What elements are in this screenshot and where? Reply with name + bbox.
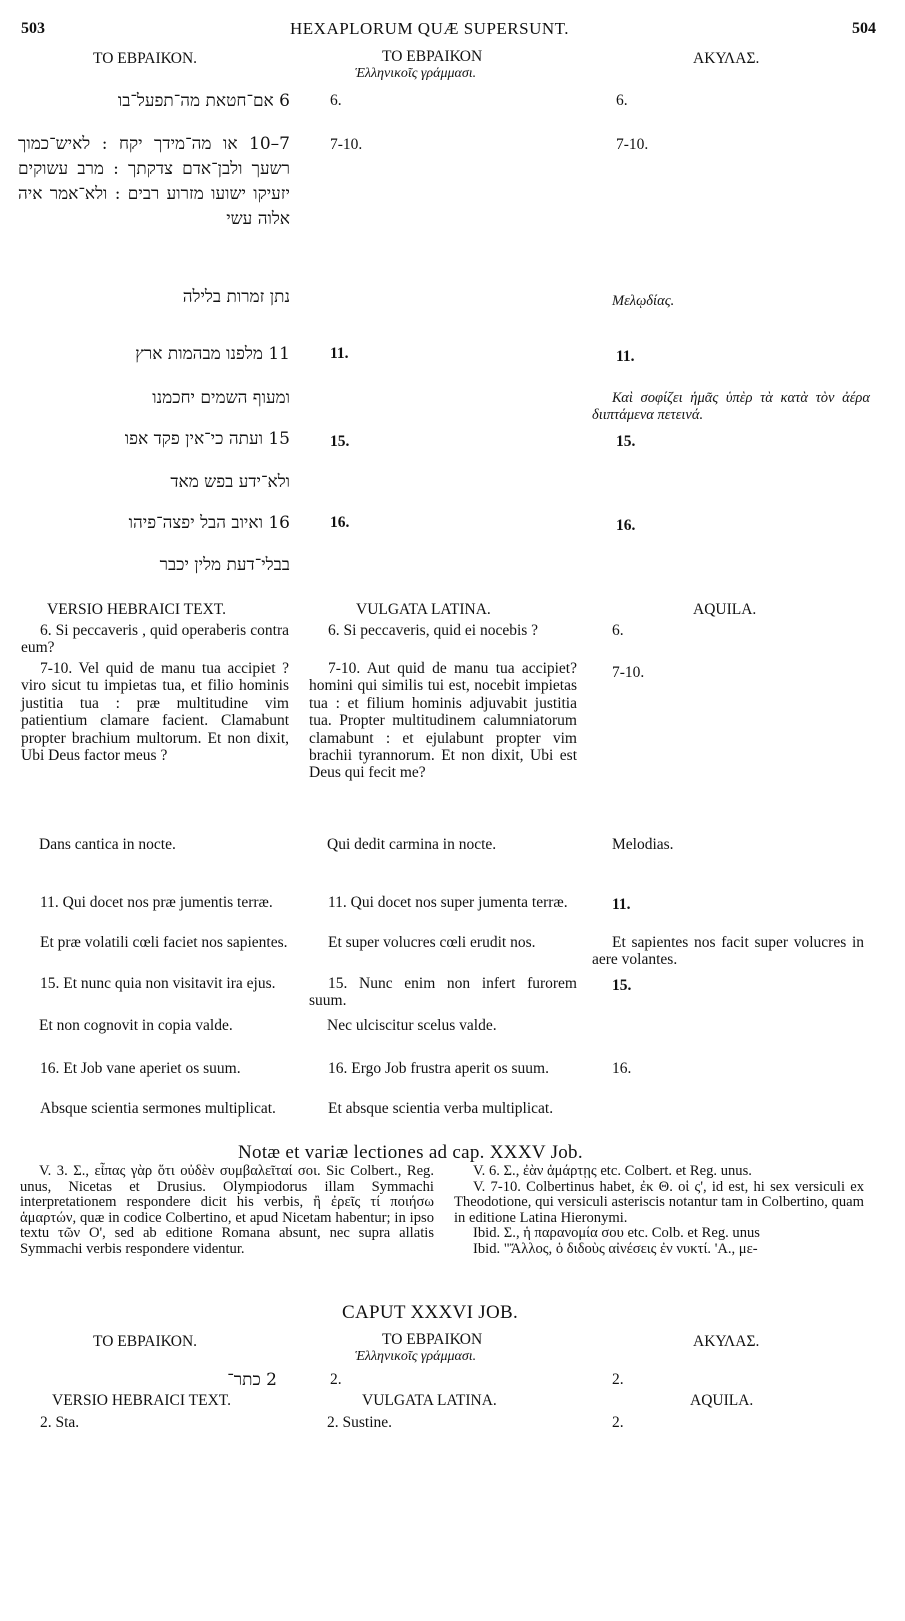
aquila-sapientes: Et sapientes nos facit super volucres in aere volantes.: [592, 934, 864, 969]
hebrew-verse-6: 6 אם־חטאת מה־תפעל־בו: [117, 91, 290, 111]
vulgata-volucres-coeli: Et super volucres cœli erudit nos.: [328, 934, 536, 951]
translit-verse-11: 11.: [330, 345, 349, 362]
vulgata-verse-6: 6. Si peccaveris, quid ei nocebis ?: [328, 622, 539, 639]
aquila-latin-verse-11: 11.: [612, 896, 631, 913]
page-number-left: 503: [21, 20, 45, 37]
versio-verse-11: 11. Qui docet nos præ jumentis terræ.: [40, 894, 273, 911]
versio-verse-7-10: 7-10. Vel quid de manu tua accipiet ? viro sicut tu impietas tua, et filio hominis justitia tua : præ multitudine vim patientium clamare facient. Clamabunt propter brachium multorum. Et non dixit, Ubi Deus factor meus ?: [21, 660, 289, 765]
translit-verse-6: 6.: [330, 92, 342, 109]
versio-volatili-coeli: Et præ volatili cœli faciet nos sapientes.: [40, 934, 288, 951]
vulgata-absque-scientia: Et absque scientia verba multiplicat.: [328, 1100, 554, 1117]
col-head-transliterated-subtitle: Ἑλληνικοῖς γράμμασι.: [355, 66, 477, 81]
versio-non-cognovit: Et non cognovit in copia valde.: [39, 1017, 233, 1034]
caput-versio-verse-2: 2. Sta.: [40, 1414, 80, 1431]
col-head-vulgata: VULGATA LATINA.: [356, 601, 491, 618]
note-v7-10: V. 7-10. Colbertinus habet, ἐκ Θ. οἱ ς', id est, hi sex versiculi ex Theodotione, qui versiculi asteriscis notantur tam in Colbertino, quam in editione Latina Hieronymi.: [454, 1178, 864, 1226]
note-v6: V. 6. Σ., ἐὰν ἁμάρτῃς etc. Colbert. et Reg. unus.: [473, 1163, 752, 1179]
aquila-verse-6: 6.: [616, 92, 628, 109]
hebrew-verse-15: 15 ועתה כי־אין פקד אפו: [124, 429, 290, 449]
aquila-melodias-latin: Melodias.: [612, 836, 674, 853]
caput-col-head-aquila-greek: ΑΚΥΛΑΣ.: [693, 1333, 760, 1350]
vulgata-ulciscitur: Nec ulciscitur scelus valde.: [327, 1017, 497, 1034]
versio-verse-16: 16. Et Job vane aperiet os suum.: [40, 1060, 241, 1077]
caput-hebrew-verse-2: 2 כתר־: [227, 1370, 277, 1390]
col-head-hebrew: ΤΟ ΕΒΡΑΙΚΟΝ.: [93, 50, 198, 67]
vulgata-dedit-carmina: Qui dedit carmina in nocte.: [327, 836, 497, 853]
aquila-latin-verse-7-10: 7-10.: [612, 664, 645, 681]
hebrew-songs-in-night: נתן זמרות בלילה: [182, 287, 290, 307]
notes-title: Notæ et variæ lectiones ad cap. XXXV Job.: [238, 1142, 583, 1163]
notes-right-column: [454, 1164, 864, 1258]
vulgata-verse-11: 11. Qui docet nos super jumenta terræ.: [328, 894, 568, 911]
col-head-versio-hebraici: VERSIO HEBRAICI TEXT.: [47, 601, 226, 618]
versio-verse-15: 15. Et nunc quia non visitavit ira ejus.: [40, 975, 276, 992]
aquila-greek-wisdom: Καὶ σοφίζει ἡμᾶς ὑπὲρ τὰ κατὰ τὸν ἀέρα διιπτάμενα πετεινά.: [592, 390, 870, 423]
running-title: HEXAPLORUM QUÆ SUPERSUNT.: [290, 19, 570, 38]
aquila-verse-11: 11.: [616, 348, 635, 365]
translit-verse-7-10: 7-10.: [330, 136, 363, 153]
vulgata-verse-7-10: 7-10. Aut quid de manu tua accipiet? homini qui similis tui est, nocebit impietas tua : et filium hominis adjuvabit justitia tua. Propter multitudinem calumniatorum clamabunt : et ejulabunt propter vim brachii tyrannorum. Et non dixit, Ubi est Deus qui fecit me?: [309, 660, 577, 782]
notes-left-column: V. 3. Σ., εἶπας γὰρ ὅτι οὐδὲν συμβαλεῖταί σοι. Sic Colbert., Reg. unus, Nicetas et Drusius. Olympiodorus illam Symmachi interpretationem respondere dicit his verbis, ἢ ἐρεῖς τί ποιήσω ἁμαρτών, quæ in codice Colbertino, et apud Nicetam habentur; in ipso textu τῶν Ο', sed ab editione Romana absunt, nec supra allatis Symmachi verbis respondere videntur.: [20, 1163, 434, 1257]
caput-vulgata-verse-2: 2. Sustine.: [327, 1414, 393, 1431]
vulgata-verse-16: 16. Ergo Job frustra aperit os suum.: [328, 1060, 549, 1077]
hebrew-verse-16: 16 ואיוב הבל יפצה־פיהו: [128, 513, 290, 533]
hebrew-verse-7-10: 7–10 או מה־מידך יקח : לאיש־כמוך רשעך ולבן־אדם צדקתך : מרב עשוקים יזעיקו ישועו מזרוע רבים : ולא־אמר איה אלוה עשי: [18, 134, 290, 229]
col-head-transliterated: ΤΟ ΕΒΡΑΙΚΟΝ: [382, 48, 483, 65]
hebrew-not-know: ולא־ידע בפש מאד: [170, 472, 290, 492]
note-ibid-allos: Ibid. "Ἄλλος, ὁ διδοὺς αἰνέσεις ἐν νυκτί. 'Α., με-: [473, 1240, 758, 1257]
hebrew-verse-11: 11 מלפנו מבהמות ארץ: [135, 344, 290, 364]
col-head-aquila-latin: AQUILA.: [693, 601, 757, 618]
translit-verse-16: 16.: [330, 514, 350, 531]
versio-absque-scientia: Absque scientia sermones multiplicat.: [40, 1100, 276, 1117]
aquila-latin-verse-16: 16.: [612, 1060, 632, 1077]
aquila-verse-16: 16.: [616, 517, 636, 534]
caput-col-head-transliterated-subtitle: Ἑλληνικοῖς γράμμασι.: [355, 1349, 477, 1364]
caput-aquila-greek-verse-2: 2.: [612, 1371, 624, 1388]
caput-col-head-hebrew: ΤΟ ΕΒΡΑΙΚΟΝ.: [93, 1333, 198, 1350]
col-head-aquila-greek: ΑΚΥΛΑΣ.: [693, 50, 760, 67]
aquila-verse-15: 15.: [616, 433, 636, 450]
aquila-latin-verse-6: 6.: [612, 622, 624, 639]
aquila-verse-7-10: 7-10.: [616, 136, 649, 153]
translit-verse-15: 15.: [330, 433, 350, 450]
caput-aquila-latin-verse-2: 2.: [612, 1414, 624, 1431]
aquila-melodias: Μελῳδίας.: [612, 293, 675, 309]
caput-col-head-versio: VERSIO HEBRAICI TEXT.: [52, 1392, 231, 1409]
note-ibid-symmachus: Ibid. Σ., ἡ παρανομία σου etc. Colb. et Reg. unus: [473, 1225, 760, 1242]
aquila-latin-verse-15: 15.: [612, 977, 632, 994]
caput-title: CAPUT XXXVI JOB.: [342, 1302, 518, 1323]
caput-translit-verse-2: 2.: [330, 1371, 342, 1388]
hebrew-birds-of-heaven: ומעוף השמים יחכמנו: [152, 388, 290, 408]
vulgata-verse-15: 15. Nunc enim non infert furorem suum.: [309, 975, 577, 1010]
caput-col-head-transliterated: ΤΟ ΕΒΡΑΙΚΟΝ: [382, 1331, 483, 1348]
caput-col-head-aquila-latin: AQUILA.: [690, 1392, 754, 1409]
versio-dans-cantica: Dans cantica in nocte.: [39, 836, 176, 853]
versio-verse-6: 6. Si peccaveris , quid operaberis contra eum?: [21, 622, 289, 657]
page-number-right: 504: [852, 20, 876, 37]
caput-col-head-vulgata: VULGATA LATINA.: [362, 1392, 497, 1409]
hebrew-without-knowledge: בבלי־דעת מלין יכבר: [159, 555, 290, 575]
